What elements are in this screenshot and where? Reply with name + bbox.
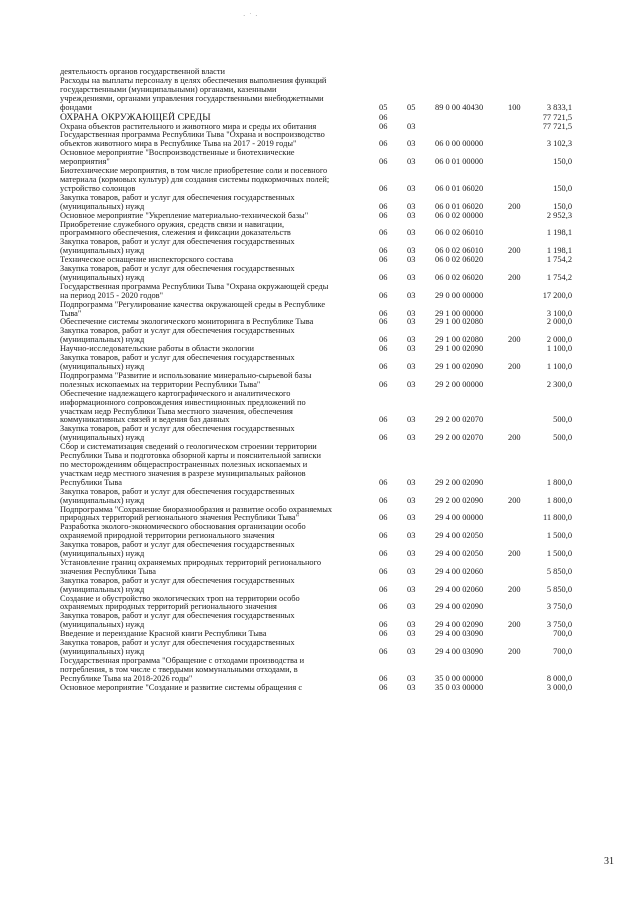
subsection-code: 03 [407,210,416,220]
amount: 8 000,0 [546,673,572,683]
section-code: 06 [379,629,388,639]
section-code: 06 [379,584,388,594]
target-article-code: 29 4 00 02050 [435,549,484,559]
section-code: 06 [379,335,388,345]
table-row [60,354,620,372]
section-code: 06 [379,112,388,122]
expense-type-code: 100 [508,102,521,112]
target-article-code: 29 4 00 02090 [435,620,484,630]
subsection-code: 03 [407,255,416,265]
expense-type-code: 200 [508,495,521,505]
row-name: Государственная программа Республики Тыва "Охрана окружающей среды на период 2015 - 2020 годов" [60,281,329,300]
row-name: ОХРАНА ОКРУЖАЮЩЕЙ СРЕДЫ [60,111,211,123]
table-row [60,577,620,595]
table-row [60,301,620,319]
subsection-code: 03 [407,362,416,371]
section-code: 06 [379,477,388,487]
section-code: 06 [379,228,388,238]
amount: 2 000,0 [546,317,572,327]
section-code: 06 [379,415,388,425]
subsection-code: 03 [407,344,416,354]
table-row [60,506,620,524]
target-article-code: 29 1 00 02090 [435,362,484,371]
row-name: Создание и обустройство экологических троп на территории особо охраняемых природных территорий регионального значения [60,593,300,612]
subsection-code: 03 [407,308,416,318]
section-code: 06 [379,290,388,300]
target-article-code: 06 0 00 00000 [435,139,484,149]
row-name: Закупка товаров, работ и услуг для обеспечения государственных (муниципальных) нужд [60,611,295,630]
expense-type-code: 200 [508,647,521,656]
table-row [60,488,620,506]
table-row [60,194,620,212]
section-code: 06 [379,531,388,541]
expense-type-code: 200 [508,433,521,443]
subsection-code: 03 [407,433,416,443]
amount: 150,0 [553,183,572,193]
target-article-code: 29 4 00 02090 [435,602,484,612]
table-row [60,131,620,149]
section-code: 06 [379,344,388,354]
table-row [60,639,620,657]
subsection-code: 03 [407,549,416,559]
amount: 700,0 [553,629,572,639]
subsection-code: 03 [407,566,416,576]
section-code: 06 [379,308,388,318]
amount: 1 198,1 [546,246,572,256]
table-row [60,684,620,693]
row-name: Подпрограмма "Сохранение биоразнообразия и развитие особо охраняемых природных территорий регионального значения Республики Тыва" [60,504,333,523]
amount: 500,0 [553,433,572,443]
target-article-code: 06 0 02 06010 [435,246,484,256]
amount: 1 800,0 [546,477,572,487]
row-name: Сбор и систематизация сведений о геологическом строении территории Республики Тыва и подготовка обзорной карты и пояснительной записки по месторождениям общераспространенных полезных ископаемых и участкам недр местного значения в разрезе муниципальных районов Республики Тыва [60,442,321,487]
row-name: Техническое оснащение инспекторского состава [60,255,234,265]
section-code: 06 [379,673,388,683]
section-code: 06 [379,647,388,656]
row-name: Закупка товаров, работ и услуг для обеспечения государственных (муниципальных) нужд [60,264,295,282]
row-name: Подпрограмма "Развитие и использование минерально-сырьевой базы полезных ископаемых на территории Республики Тыва" [60,370,312,389]
row-name: Основное мероприятие "Укрепление материально-технической базы" [60,210,309,220]
target-article-code: 29 4 00 00000 [435,513,484,523]
target-article-code: 35 0 00 00000 [435,673,484,683]
target-article-code: 29 1 00 02080 [435,335,484,345]
expense-type-code: 200 [508,272,521,282]
row-name: Закупка товаров, работ и услуг для обеспечения государственных (муниципальных) нужд [60,575,295,594]
amount: 1 198,1 [546,228,572,238]
section-code: 06 [379,246,388,256]
target-article-code: 06 0 02 06010 [435,228,484,238]
section-code: 06 [379,183,388,193]
target-article-code: 29 2 00 02090 [435,477,484,487]
amount: 3 102,3 [546,139,572,149]
target-article-code: 29 2 00 02090 [435,495,484,505]
amount: 5 850,0 [546,566,572,576]
target-article-code: 06 0 02 06020 [435,255,484,265]
amount: 1 100,0 [546,362,572,371]
row-name: Расходы на выплаты персоналу в целях обеспечения выполнения функций государственными (муниципальными) органами, казенными учреждениями, органами управления государственными внебюджетными фондами [60,75,327,112]
section-code: 06 [379,121,388,131]
amount: 1 800,0 [546,495,572,505]
table-row [60,283,620,301]
subsection-code: 03 [407,183,416,193]
section-code: 06 [379,682,388,692]
subsection-code: 03 [407,139,416,149]
subsection-code: 03 [407,272,416,282]
subsection-code: 03 [407,415,416,425]
amount: 3 833,1 [546,102,572,112]
section-code: 06 [379,272,388,282]
section-code: 05 [379,102,388,112]
section-code: 06 [379,201,388,211]
table-row [60,265,620,283]
target-article-code: 06 0 02 00000 [435,210,484,220]
target-article-code: 06 0 02 06020 [435,272,484,282]
target-article-code: 29 4 00 02050 [435,531,484,541]
section-code: 06 [379,255,388,265]
row-name: деятельность органов государственной власти [60,67,226,76]
amount: 17 200,0 [542,290,572,300]
row-name: Закупка товаров, работ и услуг для обеспечения государственных (муниципальных) нужд [60,353,295,371]
table-row [60,612,620,630]
row-name: Государственная программа "Обращение с отходами производства и потребления, в том числе с твердыми коммунальными отходами, в Республике Тыва на 2018-2026 годы" [60,655,305,683]
target-article-code: 29 1 00 02080 [435,317,484,327]
subsection-code: 03 [407,379,416,389]
amount: 700,0 [553,647,572,656]
subsection-code: 03 [407,629,416,639]
row-name: Закупка товаров, работ и услуг для обеспечения государственных (муниципальных) нужд [60,192,295,211]
section-code: 06 [379,566,388,576]
amount: 2 952,3 [546,210,572,220]
amount: 1 100,0 [546,344,572,354]
table-row [60,149,620,167]
amount: 2 000,0 [546,335,572,345]
row-name: Закупка товаров, работ и услуг для обеспечения государственных (муниципальных) нужд [60,237,295,256]
page-number: 31 [604,856,614,868]
amount: 150,0 [553,201,572,211]
target-article-code: 89 0 00 40430 [435,102,484,112]
section-code: 06 [379,513,388,523]
row-name: Подпрограмма "Регулирование качества окружающей среды в Республике Тыва" [60,299,326,318]
amount: 1 754,2 [546,255,572,265]
target-article-code: 29 1 00 02090 [435,344,484,354]
row-name: Закупка товаров, работ и услуг для обеспечения государственных (муниципальных) нужд [60,486,295,505]
row-name: Закупка товаров, работ и услуг для обеспечения государственных (муниципальных) нужд [60,638,295,656]
table-row [60,657,620,684]
row-name: Обеспечение системы экологического мониторинга в Республике Тыва [60,317,314,327]
expense-type-code: 200 [508,246,521,256]
row-name: Государственная программа Республики Тыва "Охрана и воспроизводство объектов животного мира в Республике Тыва на 2017 - 2019 годы" [60,130,325,149]
amount: 3 750,0 [546,602,572,612]
subsection-code: 03 [407,335,416,345]
amount: 3 750,0 [546,620,572,630]
subsection-code: 03 [407,477,416,487]
section-code: 06 [379,495,388,505]
section-code: 06 [379,602,388,612]
amount: 11 800,0 [542,513,572,523]
section-code: 06 [379,139,388,149]
subsection-code: 03 [407,673,416,683]
row-name: Основное мероприятие "Воспроизводственные и биотехнические мероприятия" [60,148,295,167]
section-code: 06 [379,317,388,327]
amount: 1 754,2 [546,272,572,282]
section-code: 06 [379,620,388,630]
amount: 77 721,5 [542,112,572,122]
target-article-code: 29 0 00 00000 [435,290,484,300]
subsection-code: 03 [407,246,416,256]
target-article-code: 35 0 03 00000 [435,682,484,692]
row-name: Охрана объектов растительного и животного мира и среды их обитания [60,121,317,131]
subsection-code: 05 [407,102,416,112]
table-row [60,221,620,239]
subsection-code: 03 [407,647,416,656]
amount: 3 000,0 [546,682,572,692]
section-code: 06 [379,362,388,371]
row-name: Приобретение служебного оружия, средств связи и навигации, программного обеспечения, слежения и фиксации доказательств [60,219,291,238]
row-name: Разработка эколого-экономического обоснования организации особо охраняемой природной территории регионального значения [60,522,306,541]
amount: 5 850,0 [546,584,572,594]
subsection-code: 03 [407,513,416,523]
expense-type-code: 200 [508,620,521,630]
target-article-code: 29 4 00 02060 [435,566,484,576]
section-code: 06 [379,549,388,559]
row-name: Закупка товаров, работ и услуг для обеспечения государственных (муниципальных) нужд [60,326,295,345]
expense-type-code: 200 [508,201,521,211]
section-code: 06 [379,433,388,443]
table-row [60,238,620,256]
row-name: Введение и переиздание Красной книги Республики Тыва [60,629,267,639]
row-name: Установление границ охраняемых природных территорий регионального значения Республики Тыва [60,557,322,576]
subsection-code: 03 [407,602,416,612]
row-name: Научно-исследовательские работы в области экологии [60,344,254,354]
table-row [60,559,620,577]
amount: 150,0 [553,157,572,167]
budget-table [60,68,620,693]
section-code: 06 [379,210,388,220]
section-code: 06 [379,379,388,389]
target-article-code: 29 2 00 00000 [435,379,484,389]
target-article-code: 29 4 00 02060 [435,584,484,594]
subsection-code: 03 [407,121,416,131]
subsection-code: 03 [407,317,416,327]
section-code: 06 [379,157,388,167]
row-name: Закупка товаров, работ и услуг для обеспечения государственных (муниципальных) нужд [60,424,295,443]
target-article-code: 29 1 00 00000 [435,308,484,318]
amount: 77 721,5 [542,121,572,131]
table-row [60,443,620,488]
target-article-code: 29 4 00 03090 [435,647,484,656]
target-article-code: 29 2 00 02070 [435,433,484,443]
subsection-code: 03 [407,157,416,167]
target-article-code: 29 4 00 03090 [435,629,484,639]
subsection-code: 03 [407,290,416,300]
amount: 2 300,0 [546,379,572,389]
table-row [60,390,620,426]
amount: 500,0 [553,415,572,425]
subsection-code: 03 [407,228,416,238]
row-name: Закупка товаров, работ и услуг для обеспечения государственных (муниципальных) нужд [60,540,295,559]
amount: 3 100,0 [546,308,572,318]
subsection-code: 03 [407,682,416,692]
amount: 1 500,0 [546,549,572,559]
row-name: Биотехнические мероприятия, в том числе приобретение соли и посевного материала (кормовых культур) для создания системы подкормочных полей; устройство солонцов [60,166,330,193]
subsection-code: 03 [407,201,416,211]
table-row [60,595,620,613]
row-name: Обеспечение надлежащего картографического и аналитического информационного сопровождения инвестиционных предложений по участкам недр Республики Тыва местного значения, обеспечения коммуникативных связей и ведения баз данных [60,388,306,425]
table-row [60,77,620,113]
target-article-code: 06 0 01 06020 [435,201,484,211]
expense-type-code: 200 [508,362,521,371]
subsection-code: 03 [407,495,416,505]
row-name: Основное мероприятие "Создание и развитие системы обращения с [60,682,303,692]
expense-type-code: 200 [508,549,521,559]
amount: 1 500,0 [546,531,572,541]
expense-type-code: 200 [508,335,521,345]
subsection-code: 03 [407,620,416,630]
table-row [60,523,620,541]
table-row [60,327,620,345]
subsection-code: 03 [407,584,416,594]
scan-artifact-mark: · ˙ · [243,12,259,20]
target-article-code: 06 0 01 00000 [435,157,484,167]
target-article-code: 29 2 00 02070 [435,415,484,425]
table-row [60,541,620,559]
table-row [60,167,620,194]
table-row [60,425,620,443]
table-row [60,372,620,390]
expense-type-code: 200 [508,584,521,594]
subsection-code: 03 [407,531,416,541]
target-article-code: 06 0 01 06020 [435,183,484,193]
